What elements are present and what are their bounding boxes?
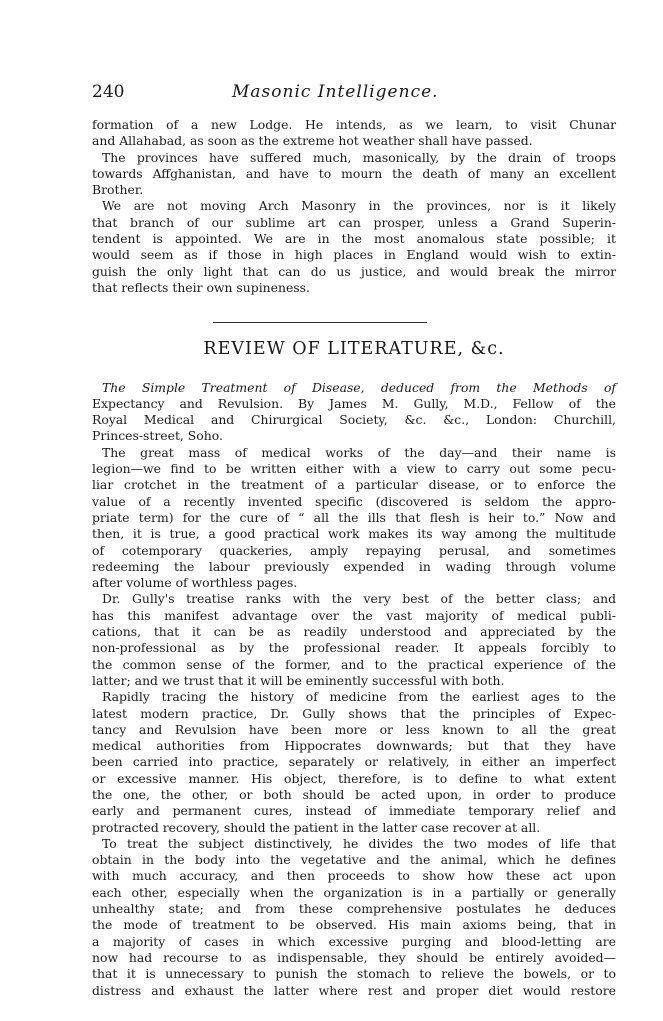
text-line: liar crotchet in the treatment of a particular disease, or to enforce the (92, 477, 616, 493)
paragraph (92, 689, 616, 836)
text-line: with much accuracy, and then proceeds to show how these act upon (92, 868, 616, 884)
text-line: been carried into practice, separately or relatively, in either an imperfect (92, 754, 616, 770)
text-line: each other, especially when the organization is in a partially or generally (92, 884, 616, 900)
paragraph (92, 445, 616, 592)
page-header (92, 82, 612, 108)
text-line: a majority of cases in which excessive purging and blood-letting are (92, 933, 616, 949)
text-line: and Allahabad, as soon as the extreme hot weather shall have passed. (92, 133, 533, 149)
text-line: towards Affghanistan, and have to mourn the death of many an excellent (92, 165, 616, 181)
text-line: that reflects their own supineness. (92, 279, 310, 295)
text-line: cations, that it can be as readily understood and appreciated by the (92, 624, 616, 640)
text-line: latter; and we trust that it will be eminently successful with both. (92, 672, 505, 688)
text-line: Brother. (92, 182, 144, 198)
paragraph (92, 591, 616, 689)
text-line: tancy and Revulsion have been more or less known to all the great (92, 721, 616, 737)
text-line: We are not moving Arch Masonry in the provinces, nor is it likely (102, 198, 616, 214)
paragraph (92, 198, 616, 296)
text-line: the one, the other, or both should be acted upon, in order to produce (92, 786, 616, 802)
text-line: early and permanent cures, instead of immediate temporary relief and (92, 803, 616, 819)
text-line: the mode of treatment to be observed. His main axioms being, that in (92, 917, 616, 933)
text-line: Dr. Gully's treatise ranks with the very best of the better class; and (102, 591, 616, 607)
text-line: tendent is appointed. We are in the most anomalous state possible; it (92, 231, 616, 247)
text-line: medical authorities from Hippocrates downwards; but that they have (92, 738, 616, 754)
text-line: redeeming the labour previously expended in wading through volume (92, 558, 616, 574)
text-line: the common sense of the former, and to the practical experience of the (92, 656, 616, 672)
review-citation (92, 380, 616, 445)
text-line: that it is unnecessary to punish the stomach to relieve the bowels, or to (92, 966, 616, 982)
text-line: value of a recently invented specific (discovered is seldom the appro- (92, 493, 616, 509)
page-body (92, 117, 616, 999)
text-line: or excessive manner. His object, therefore, is to define to what extent (92, 770, 616, 786)
text-line: distress and exhaust the latter where rest and proper diet would restore (92, 982, 616, 998)
text-line: protracted recovery, should the patient in the latter case recover at all. (92, 819, 541, 835)
text-line: would seem as if those in high places in England would wish to extin- (92, 247, 616, 263)
text-line: now had recourse to as indispensable, they should be entirely avoided— (92, 949, 616, 965)
text-line: unhealthy state; and from these comprehensive postulates he deduces (92, 901, 616, 917)
text-line: then, it is true, a good practical work makes its way among the multitude (92, 526, 616, 542)
text-line: To treat the subject distinctively, he divides the two modes of life that (102, 835, 616, 851)
text-line: that branch of our sublime art can prosper, unless a Grand Superin- (92, 214, 616, 230)
text-line: Princes-street, Soho. (92, 428, 223, 444)
page-number: 240 (92, 82, 125, 102)
text-line: formation of a new Lodge. He intends, as we learn, to visit Chunar (92, 117, 616, 132)
text-line: obtain in the body into the vegetative and the animal, which he defines (92, 852, 616, 868)
text-line: legion—we find to be written either with a view to carry out some pecu- (92, 461, 616, 477)
text-line: Rapidly tracing the history of medicine from the earliest ages to the (102, 689, 616, 705)
text-line: Expectancy and Revulsion. By James M. Gully, M.D., Fellow of the (92, 395, 616, 411)
section-title: REVIEW OF LITERATURE, &c. (203, 339, 505, 360)
paragraph (92, 150, 616, 199)
text-line: has this manifest advantage over the vast majority of medical publi- (92, 607, 616, 623)
text-line: priate term) for the cure of “ all the ills that flesh is heir to.” Now and (92, 509, 616, 525)
text-line: The provinces have suffered much, masonically, by the drain of troops (102, 149, 616, 165)
text-line: non-professional as by the professional reader. It appeals forcibly to (92, 640, 616, 656)
section-divider (213, 322, 427, 323)
text-line: of cotemporary quackeries, amply repaying perusal, and sometimes (92, 542, 616, 558)
text-line: Royal Medical and Chirurgical Society, &c. &c., London: Churchill, (92, 412, 616, 428)
paragraph (92, 117, 616, 150)
text-line: after volume of worthless pages. (92, 575, 298, 591)
text-line: The great mass of medical works of the day—and their name is (102, 444, 616, 460)
text-line: The Simple Treatment of Disease, deduced from the Methods of (102, 379, 616, 395)
text-line: latest modern practice, Dr. Gully shows that the principles of Expec- (92, 705, 616, 721)
running-head: Masonic Intelligence. (232, 82, 439, 102)
paragraph (92, 836, 616, 999)
text-line: guish the only light that can do us justice, and would break the mirror (92, 263, 616, 279)
